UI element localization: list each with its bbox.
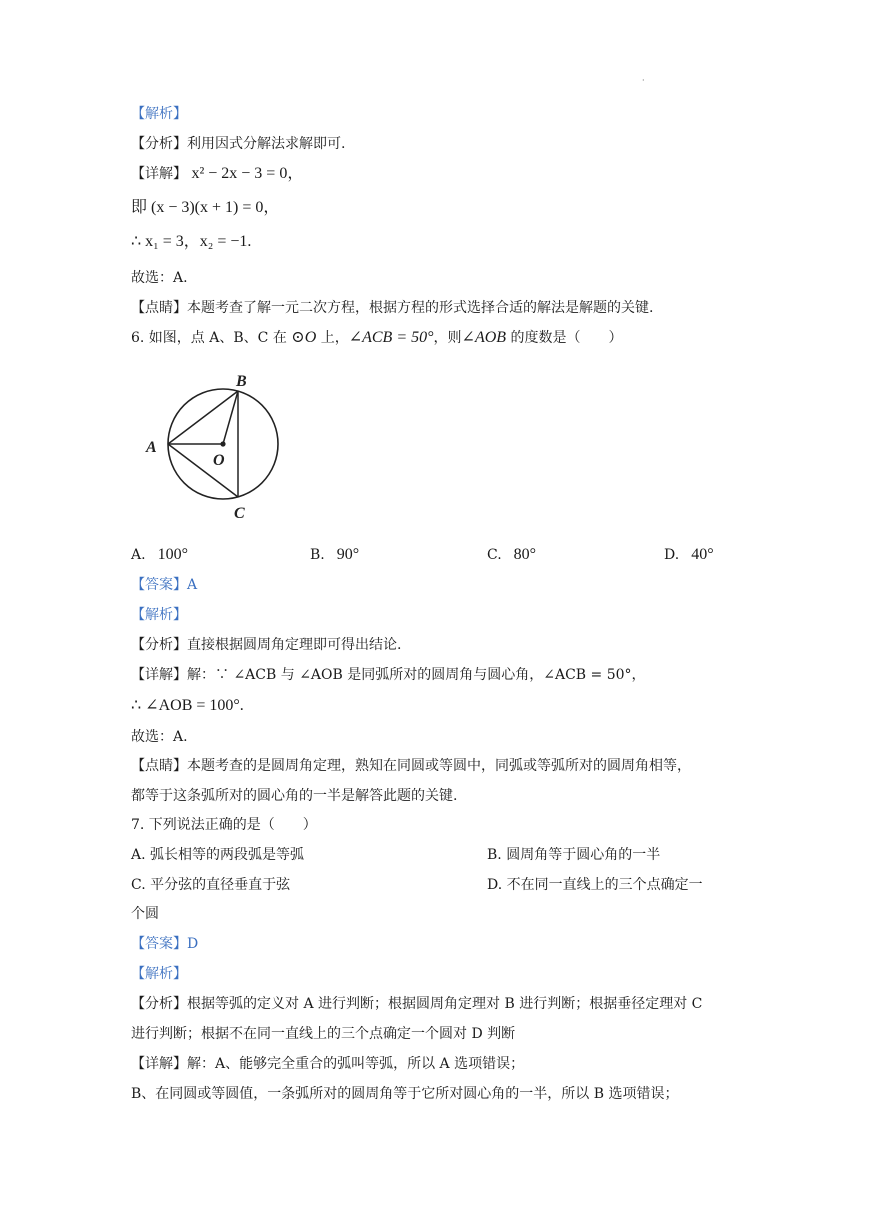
q6-stem-middle: 上， [316, 330, 349, 346]
q6-dianjing-line2: 都等于这条弧所对的圆心角的一半是解答此题的关键. [131, 788, 458, 804]
q6-stem-after: ，则 [433, 330, 462, 346]
q7-option-a: A. 弧长相等的两段弧是等弧 [131, 847, 305, 863]
q6-option-a [131, 545, 188, 565]
q6-option-b-letter: B. [310, 547, 325, 563]
q6-stem-angle2: ∠AOB [461, 329, 507, 346]
q5-dianjing: 【点睛】本题考查了解一元二次方程，根据方程的形式选择合适的解法是解题的关键. [131, 300, 654, 316]
q5-factored: 即 (x − 3)(x + 1) = 0， [131, 199, 280, 216]
q7-fenxi-line1: 【分析】根据等弧的定义对 A 进行判断；根据圆周角定理对 B 进行判断；根据垂径定理对 C [131, 996, 703, 1012]
q7-option-b: B. 圆周角等于圆心角的一半 [487, 847, 661, 863]
q6-result: ∴ ∠AOB = 100°. [131, 697, 244, 714]
label-c: C [234, 505, 245, 522]
q5-equation: x² − 2x − 3 = 0， [191, 165, 304, 182]
q7-stem: 7. 下列说法正确的是（ ） [131, 817, 317, 833]
label-b: B [236, 373, 247, 390]
q7-option-c: C. 平分弦的直径垂直于弦 [131, 877, 291, 893]
q7-option-d: D. 不在同一直线上的三个点确定一 [487, 877, 703, 893]
q5-xiangjie [131, 164, 303, 184]
q6-option-b [310, 545, 359, 565]
q6-answer-choice: 故选：A. [131, 729, 188, 745]
q5-roots: ∴ x₁ = 3，x₂ = −1. [131, 233, 252, 250]
label-a: A [146, 439, 157, 456]
q7-xiangjie: 【详解】解：A、能够完全重合的弧叫等弧，所以 A 选项错误； [131, 1056, 525, 1072]
q6-jiexi-heading: 【解析】 [131, 607, 187, 623]
q6-daan: 【答案】A [131, 577, 198, 593]
circle-figure [140, 370, 290, 530]
q6-stem-prefix: 6. 如图，点 A、B、C 在 [131, 330, 292, 346]
q6-xiangjie: 【详解】解：∵ ∠ACB 与 ∠AOB 是同弧所对的圆周角与圆心角，∠ACB = 50°， [131, 667, 646, 683]
q6-option-d-value: 40° [691, 546, 714, 563]
q5-xiangjie-label: 【详解】 [131, 166, 187, 182]
q7-daan: 【答案】D [131, 936, 199, 952]
q6-stem-angle: ∠ACB = 50° [348, 329, 434, 346]
segment-bo [223, 391, 238, 444]
q6-dianjing-line1: 【点睛】本题考查的是圆周角定理，熟知在同圆或等圆中，同弧或等弧所对的圆周角相等， [131, 758, 691, 774]
q6-option-b-value: 90° [336, 546, 360, 563]
label-o: O [213, 452, 225, 469]
q7-jiexi-heading: 【解析】 [131, 966, 187, 982]
center-point [220, 441, 225, 446]
q6-stem [131, 328, 623, 348]
q6-fenxi: 【分析】直接根据圆周角定理即可得出结论. [131, 637, 402, 653]
segment-ac [168, 444, 238, 497]
q6-option-d [664, 545, 714, 565]
q5-jiexi-heading: 【解析】 [131, 106, 187, 122]
q6-stem-circle: ⊙O [291, 329, 317, 346]
q6-stem-end: 的度数是（ ） [506, 330, 623, 346]
q6-option-c-letter: C. [487, 547, 502, 563]
header-mark: · [642, 76, 645, 85]
q7-fenxi-line2: 进行判断；根据不在同一直线上的三个点确定一个圆对 D 判断 [131, 1026, 516, 1042]
q6-option-c-value: 80° [513, 546, 537, 563]
q6-option-a-letter: A. [131, 547, 146, 563]
q5-answer-choice: 故选：A. [131, 270, 188, 286]
q5-fenxi: 【分析】利用因式分解法求解即可. [131, 136, 346, 152]
q6-option-d-letter: D. [664, 547, 680, 563]
q6-option-c [487, 545, 536, 565]
segment-ab [168, 391, 238, 444]
q7-b-line: B、在同圆或等圆值，一条弧所对的圆周角等于它所对圆心角的一半，所以 B 选项错误； [131, 1086, 679, 1102]
q7-option-d-continued: 个圆 [131, 906, 159, 922]
q6-option-a-value: 100° [157, 546, 188, 563]
